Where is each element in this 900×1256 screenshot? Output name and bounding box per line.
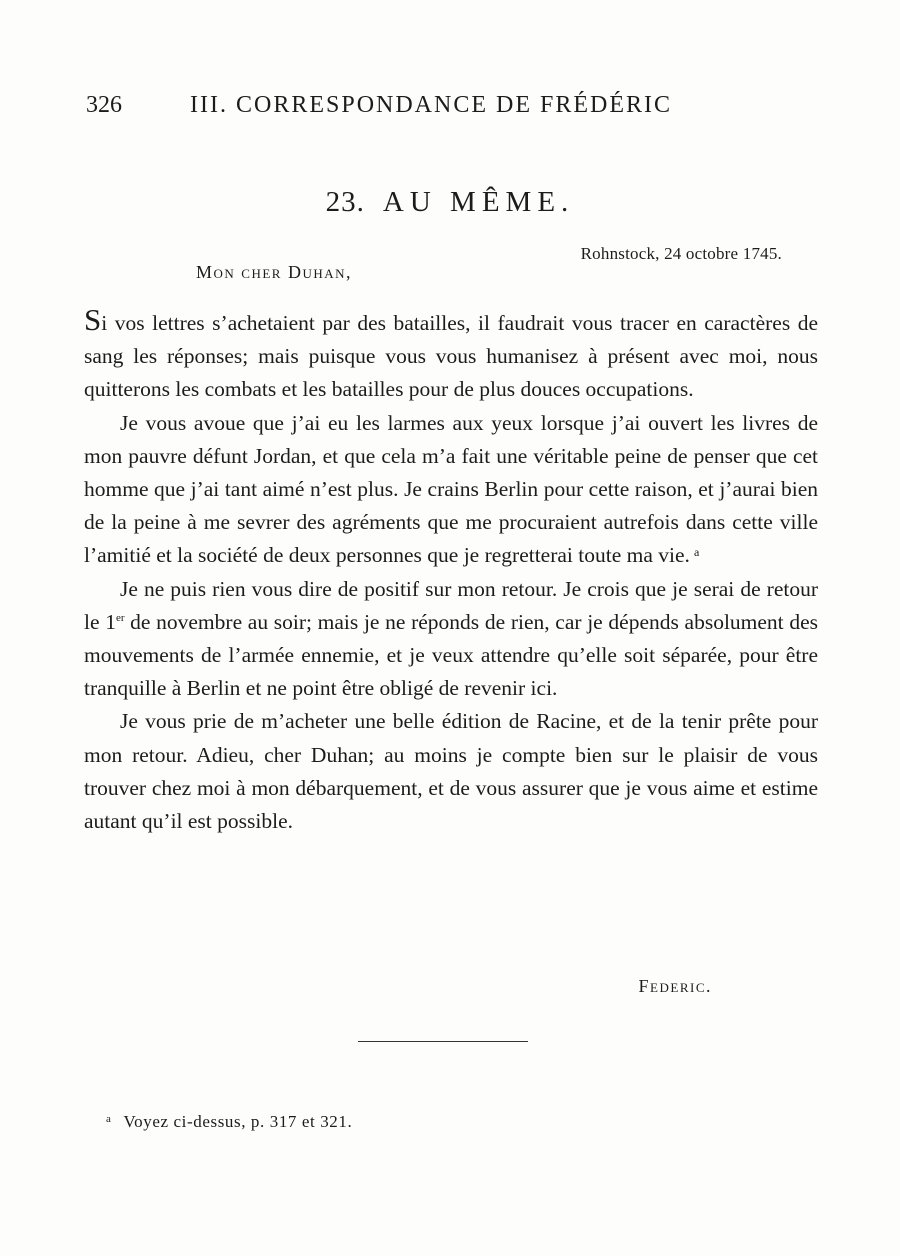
footnote: [106, 1112, 352, 1132]
footnote-mark: a: [106, 1113, 112, 1125]
letter-number: 23.: [325, 186, 365, 218]
footnote-reference[interactable]: a: [693, 545, 700, 560]
paragraph-4: [84, 705, 818, 838]
running-head: [86, 92, 726, 119]
superscript-er: er: [115, 611, 125, 624]
paragraph-2: [84, 407, 818, 573]
initial-letter: S: [84, 302, 102, 337]
paragraph-2-text: Je vous avoue que j’ai eu les larmes aux yeux lorsque j’ai ouvert les livres de mon pauvre défunt Jordan, et que cela m’a fait une véritable peine de penser que cet homme que j’ai tant aimé n’est plus. Je crains Berlin pour cette raison, et j’aurai bien de la peine à me sevrer des agréments que me procuraient autrefois dans cette ville l’amitié et la société de deux personnes que je regretterai toute ma vie.: [84, 410, 818, 568]
dateline: Rohnstock, 24 octobre 1745.: [580, 244, 782, 263]
section-divider: [358, 1041, 528, 1042]
paragraph-3-text-b: de novembre au soir; mais je ne réponds de rien, car je dépends absolument des mouvements de l’armée ennemie, et je veux attendre qu’elle soit séparée, pour être tranquille à Berlin et ne point être obligé de revenir ici.: [84, 609, 818, 701]
letter-title: AU MÊME.: [382, 186, 575, 218]
paragraph-3: [84, 573, 818, 706]
paragraph-4-text: Je vous prie de m’acheter une belle édition de Racine, et de la tenir prête pour mon retour. Adieu, cher Duhan; au moins je compte bien sur le plaisir de vous trouver chez moi à mon débarquement, et de vous assurer que je vous aime et estime autant qu’il est possible.: [84, 709, 818, 834]
paragraph-1: [84, 304, 818, 407]
salutation: Mon cher Duhan,: [196, 262, 353, 282]
letter-body: [84, 304, 818, 838]
running-title: III. CORRESPONDANCE DE FRÉDÉRIC: [190, 92, 673, 118]
paragraph-1-text: i vos lettres s’achetaient par des batailles, il faudrait vous tracer en caractères de sang les réponses; mais puisque vous vous humanisez à présent avec moi, nous quitterons les combats et les batailles pour de plus douces occupations.: [84, 311, 818, 402]
footnote-text: Voyez ci-dessus, p. 317 et 321.: [123, 1112, 353, 1131]
signature: Federic.: [638, 976, 712, 996]
page-number: 326: [86, 92, 122, 118]
letter-heading: [0, 186, 900, 219]
paragraph-3-text-a: Je ne puis rien vous dire de positif sur mon retour. Je crois que je serai de retour le 1: [84, 576, 818, 634]
